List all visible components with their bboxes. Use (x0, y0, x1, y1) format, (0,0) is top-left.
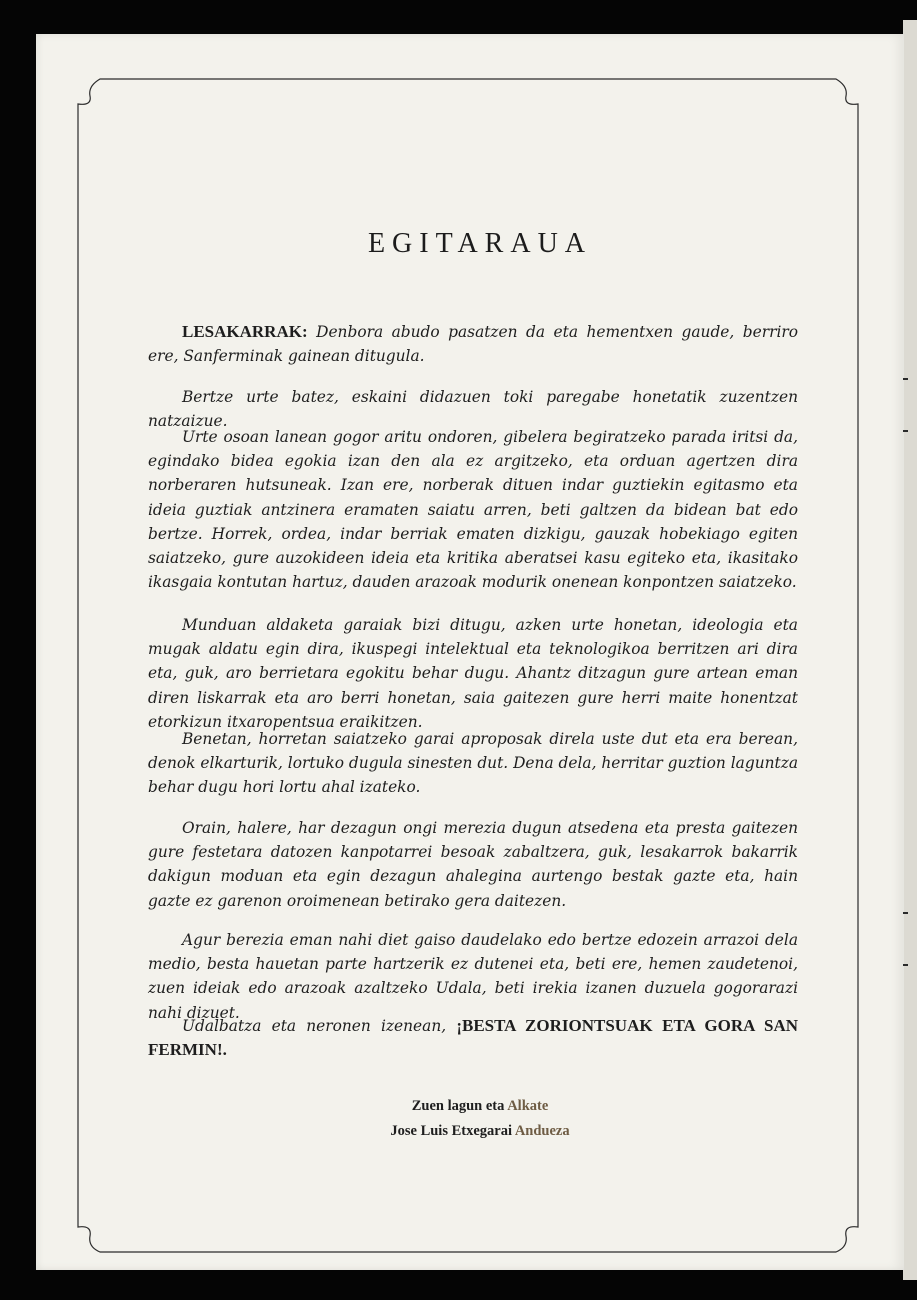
closing-emphasis: ¡BESTA ZORIONTSUAK ETA GORA SAN FERMIN!. (148, 1016, 799, 1059)
signature-name: Jose Luis Etxegarai (390, 1123, 515, 1139)
intro-paragraph (148, 320, 798, 368)
intro-lead: LESAKARRAK: (182, 322, 308, 341)
closing-paragraph (148, 1014, 798, 1062)
signature-line-1 (160, 1098, 800, 1115)
body-paragraph: Orain, halere, har dezagun ongi merezia dugun atsedena eta presta gaitezen gure festetara datozen kanpotarrei besoak zabaltzera, guk, lesakarrok bakarrik dakigun moduan eta egin dezagun ahalegina aurtengo bestak gazte eta, hain gazte ez garenon oroimenean betirako gera daitezen. (148, 819, 798, 910)
body-paragraph: Agur berezia eman nahi diet gaiso daudelako edo bertze edozein arrazoi dela medio, besta hauetan parte hartzerik ez dutenei eta, beti ere, hemen zaudetenoi, zuen ideiak edo arazoak azaltzeko Udala, beti irekia izanen duzuela gogorarazi nahi dizuet. (148, 931, 798, 1022)
body-paragraph: Bertze urte batez, eskaini didazuen toki paregabe honetatik zuzentzen natzaizue. (148, 388, 798, 431)
body-paragraph: Munduan aldaketa garaiak bizi ditugu, azken urte honetan, ideologia eta mugak aldatu egin dira, ikuspegi intelektual eta teknologikoa berritzen ari dira eta, guk, aro berrietara egokitu behar dugu. Ahantz ditzagun gure artean eman diren liskarrak eta aro berri honetan, saia gaitezen gure herri maite honentzat etorkizun itxaropentsua eraikitzen. (148, 616, 798, 731)
signature-role: Alkate (507, 1098, 549, 1114)
signature-line-2 (160, 1123, 800, 1140)
body-paragraph: Urte osoan lanean gogor aritu ondoren, gibelera begiratzeko parada iritsi da, egindako bidea egokia izan den ala ez argitzeko, eta orduan agertzen dira norberaren hutsuneak. Izan ere, norberak dituen indar guztiekin egitasmo eta ideia guztiak antzinera eramaten saiatu arren, beti galtzen da bidean bat edo bertze. Horrek, ordea, indar berriak ematen dizkigu, gauzak hobekiago egiten saiatzeko, gure auzokideen ideia eta kritika aberatsei kasu egiteko eta, ikasitako ikasgaia kontutan hartuz, dauden arazoak modurik onenean konpontzen saiatzeko. (148, 428, 798, 592)
signature-surname: Andueza (514, 1123, 570, 1139)
intro-text: Denbora abudo pasatzen da eta hementxen gaude, berriro ere, Sanferminak gainean ditugula. (148, 323, 798, 366)
closing-text: Udalbatza eta neronen izenean, (182, 1017, 457, 1035)
signature-text: Zuen lagun eta (411, 1098, 508, 1114)
page-title: EGITARAUA (367, 228, 593, 259)
body-paragraph: Benetan, horretan saiatzeko garai aproposak direla uste dut eta era berean, denok elkarturik, lortuko dugula sinesten dut. Dena dela, herritar guztion laguntza behar dugu hori lortu ahal izateko. (148, 730, 798, 797)
